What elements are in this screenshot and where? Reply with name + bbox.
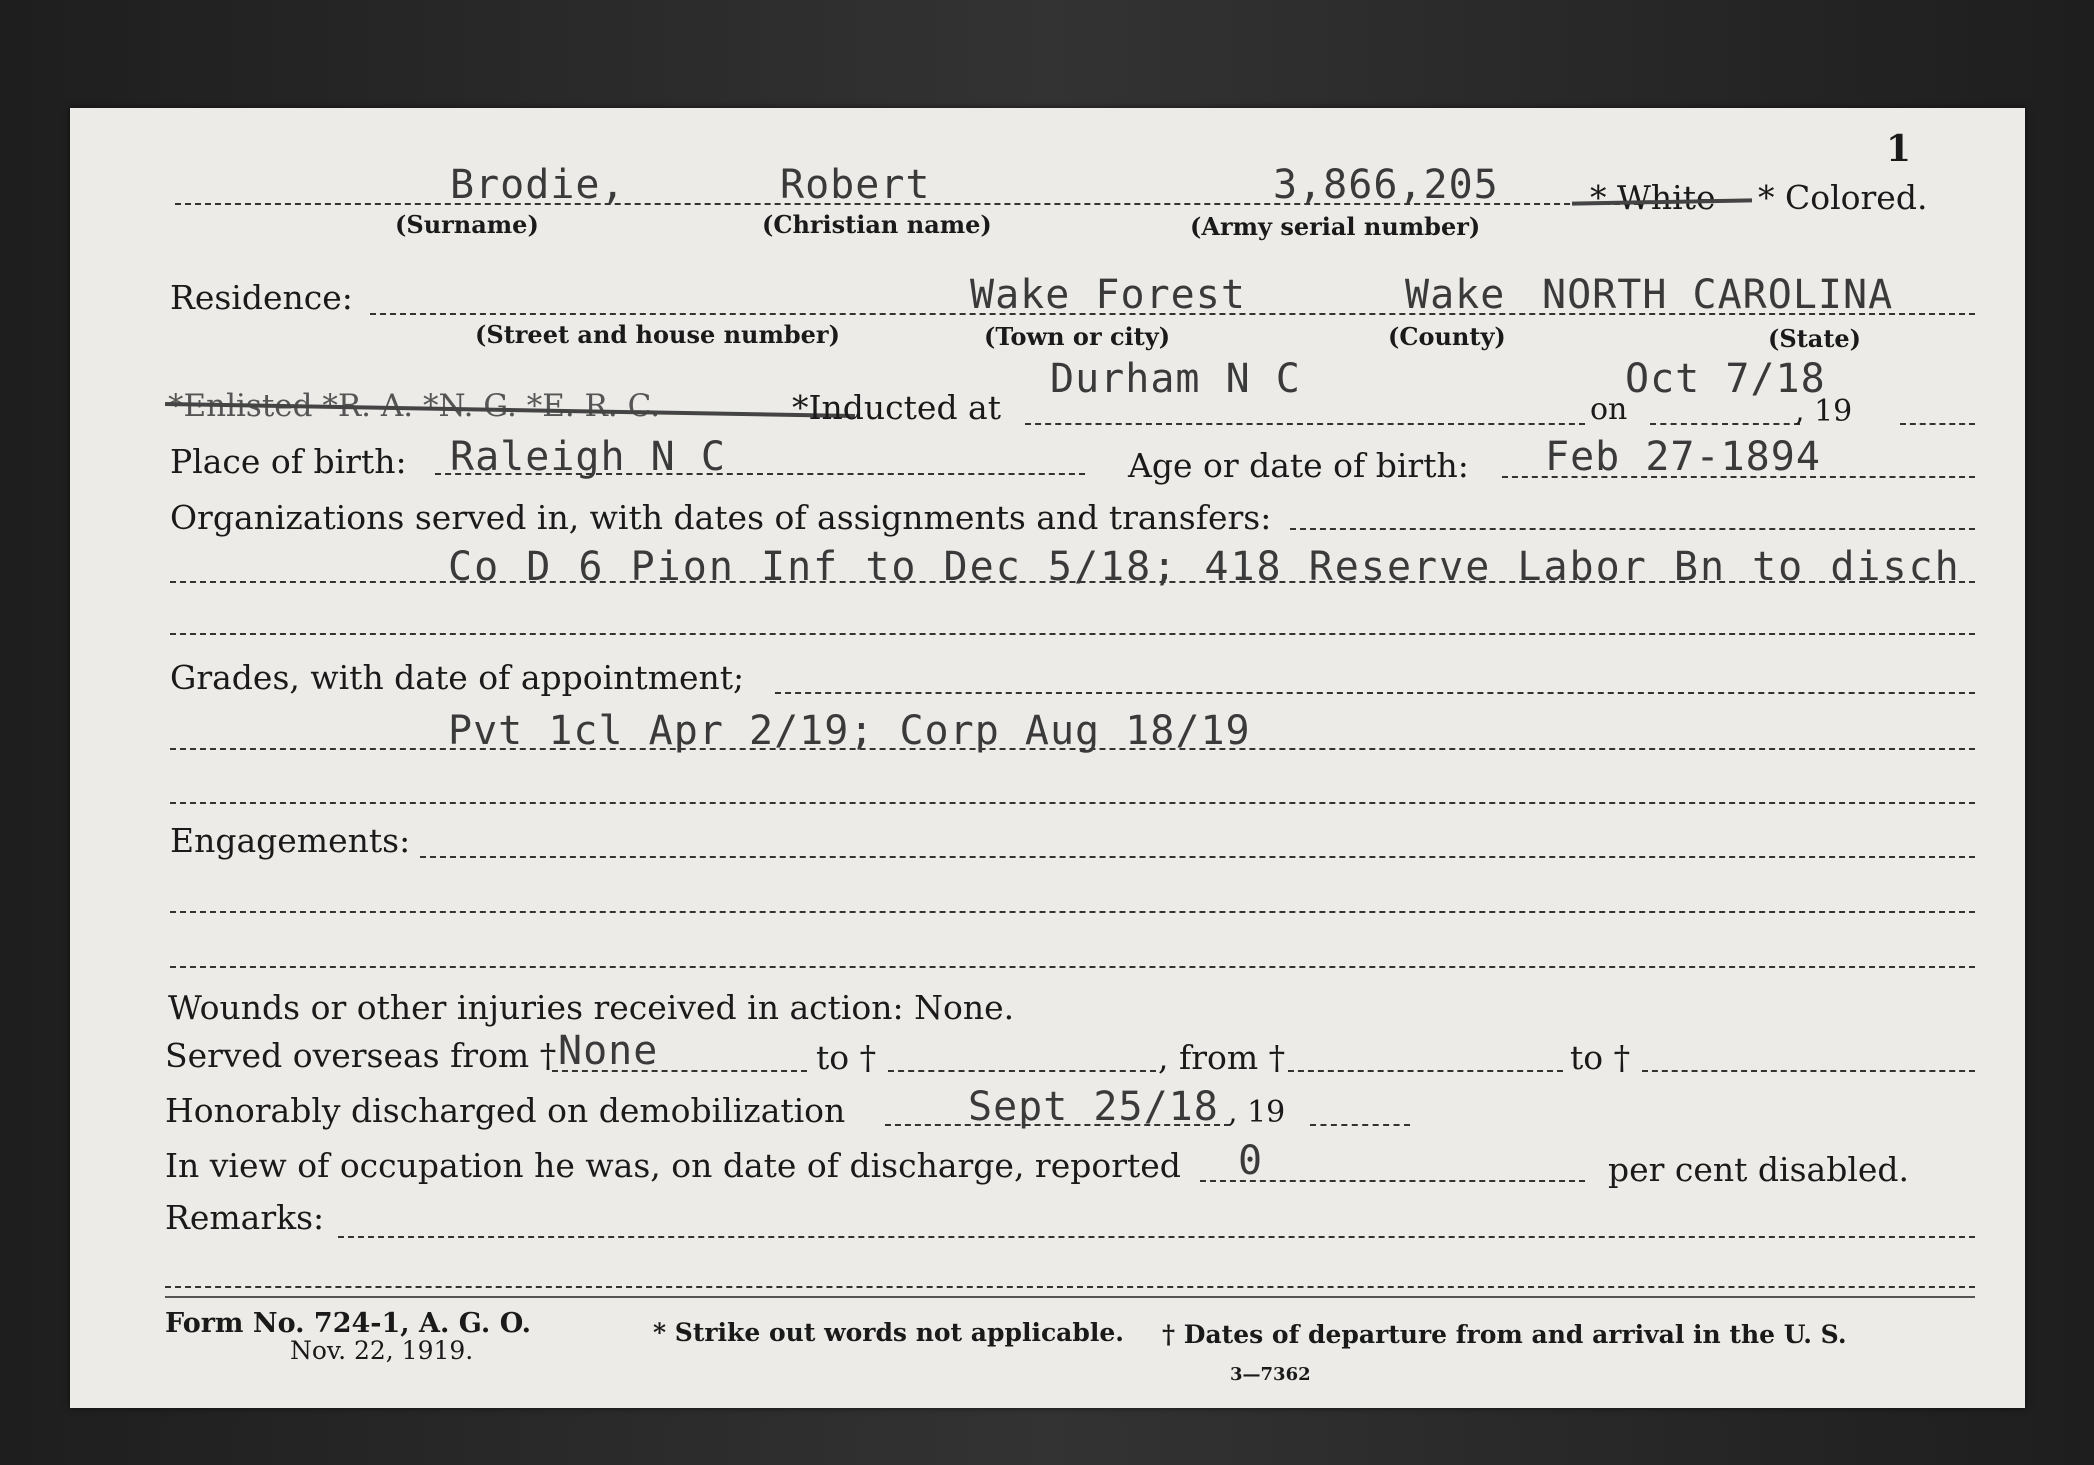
town-label: (Town or city): [984, 322, 1171, 351]
overseas-to2-line: [1642, 1070, 1975, 1072]
organizations-value: Co D 6 Pion Inf to Dec 5/18; 418 Reserve Labor Bn to disch: [448, 544, 1961, 590]
surname-value: Brodie,: [450, 162, 626, 208]
grades-line-0: [775, 692, 1975, 694]
grades-line-2: [170, 802, 1975, 804]
christian-name-label: (Christian name): [762, 210, 992, 239]
footer-rule: [165, 1296, 1975, 1298]
disability-value: 0: [1238, 1138, 1264, 1184]
state-label: (State): [1768, 324, 1862, 353]
birth-place-value: Raleigh N C: [450, 434, 726, 480]
county-value: Wake: [1405, 272, 1506, 318]
inducted-date-line: [1650, 423, 1800, 425]
remarks-line-1: [165, 1286, 1975, 1288]
engagements-line-1: [170, 911, 1975, 913]
overseas-to2-label: to †: [1570, 1038, 1631, 1077]
form-number: Form No. 724-1, A. G. O.: [165, 1308, 532, 1339]
wounds-label: Wounds or other injuries received in action: None.: [168, 988, 1015, 1027]
colored-option: * Colored.: [1758, 178, 1928, 217]
engagements-line-0: [420, 856, 1975, 858]
age-label: Age or date of birth:: [1128, 446, 1469, 485]
engagements-line-2: [170, 966, 1975, 968]
inducted-year-line: [1900, 423, 1975, 425]
inducted-date-value: Oct 7/18: [1625, 356, 1826, 402]
dates-note: † Dates of departure from and arrival in the U. S.: [1162, 1320, 1847, 1349]
disability-suffix: per cent disabled.: [1608, 1150, 1910, 1189]
discharge-label: Honorably discharged on demobilization: [165, 1091, 846, 1130]
christian-name-value: Robert: [780, 162, 931, 208]
overseas-from2-line: [1288, 1070, 1563, 1072]
overseas-from-value: None: [558, 1028, 659, 1074]
street-label: (Street and house number): [475, 320, 840, 349]
organizations-line-2: [170, 633, 1975, 635]
on-label: on: [1590, 392, 1628, 427]
county-label: (County): [1388, 322, 1506, 351]
discharge-year-line: [1310, 1124, 1410, 1126]
grades-value: Pvt 1cl Apr 2/19; Corp Aug 18/19: [448, 708, 1251, 754]
birth-date-value: Feb 27-1894: [1545, 434, 1821, 480]
remarks-label: Remarks:: [165, 1198, 325, 1237]
town-value: Wake Forest: [970, 272, 1246, 318]
engagements-label: Engagements:: [170, 821, 411, 860]
overseas-to-line: [888, 1070, 1156, 1072]
remarks-line-0: [338, 1236, 1975, 1238]
overseas-from2-label: , from †: [1158, 1038, 1286, 1077]
state-value: NORTH CAROLINA: [1542, 272, 1894, 318]
discharge-date-value: Sept 25/18: [968, 1084, 1219, 1130]
disability-label: In view of occupation he was, on date of discharge, reported: [165, 1146, 1181, 1185]
serial-number-label: (Army serial number): [1190, 212, 1481, 241]
organizations-label: Organizations served in, with dates of assignments and transfers:: [170, 498, 1272, 537]
service-record-card: [70, 108, 2025, 1408]
surname-label: (Surname): [395, 210, 539, 239]
inducted-place-value: Durham N C: [1050, 356, 1301, 402]
residence-label: Residence:: [170, 278, 353, 317]
discharge-year-label: , 19: [1228, 1095, 1286, 1130]
served-overseas-label: Served overseas from †: [165, 1036, 557, 1075]
organizations-line-0: [1290, 528, 1975, 530]
overseas-from-line: [552, 1070, 807, 1072]
print-code: 3—7362: [1230, 1364, 1311, 1385]
white-option: * White: [1590, 178, 1716, 217]
overseas-to-label: to †: [816, 1038, 877, 1077]
inducted-label: *Inducted at: [792, 388, 1001, 427]
enlisted-options: *Enlisted *R. A. *N. G. *E. R. C.: [168, 388, 661, 424]
inducted-line: [1025, 423, 1585, 425]
place-of-birth-label: Place of birth:: [170, 442, 407, 481]
strike-note: * Strike out words not applicable.: [653, 1318, 1124, 1347]
card-number: 1: [1886, 128, 1912, 170]
serial-number-value: 3,866,205: [1273, 162, 1499, 208]
grades-label: Grades, with date of appointment;: [170, 658, 745, 697]
inducted-year-label: , 19: [1795, 394, 1853, 429]
form-date: Nov. 22, 1919.: [290, 1336, 474, 1365]
